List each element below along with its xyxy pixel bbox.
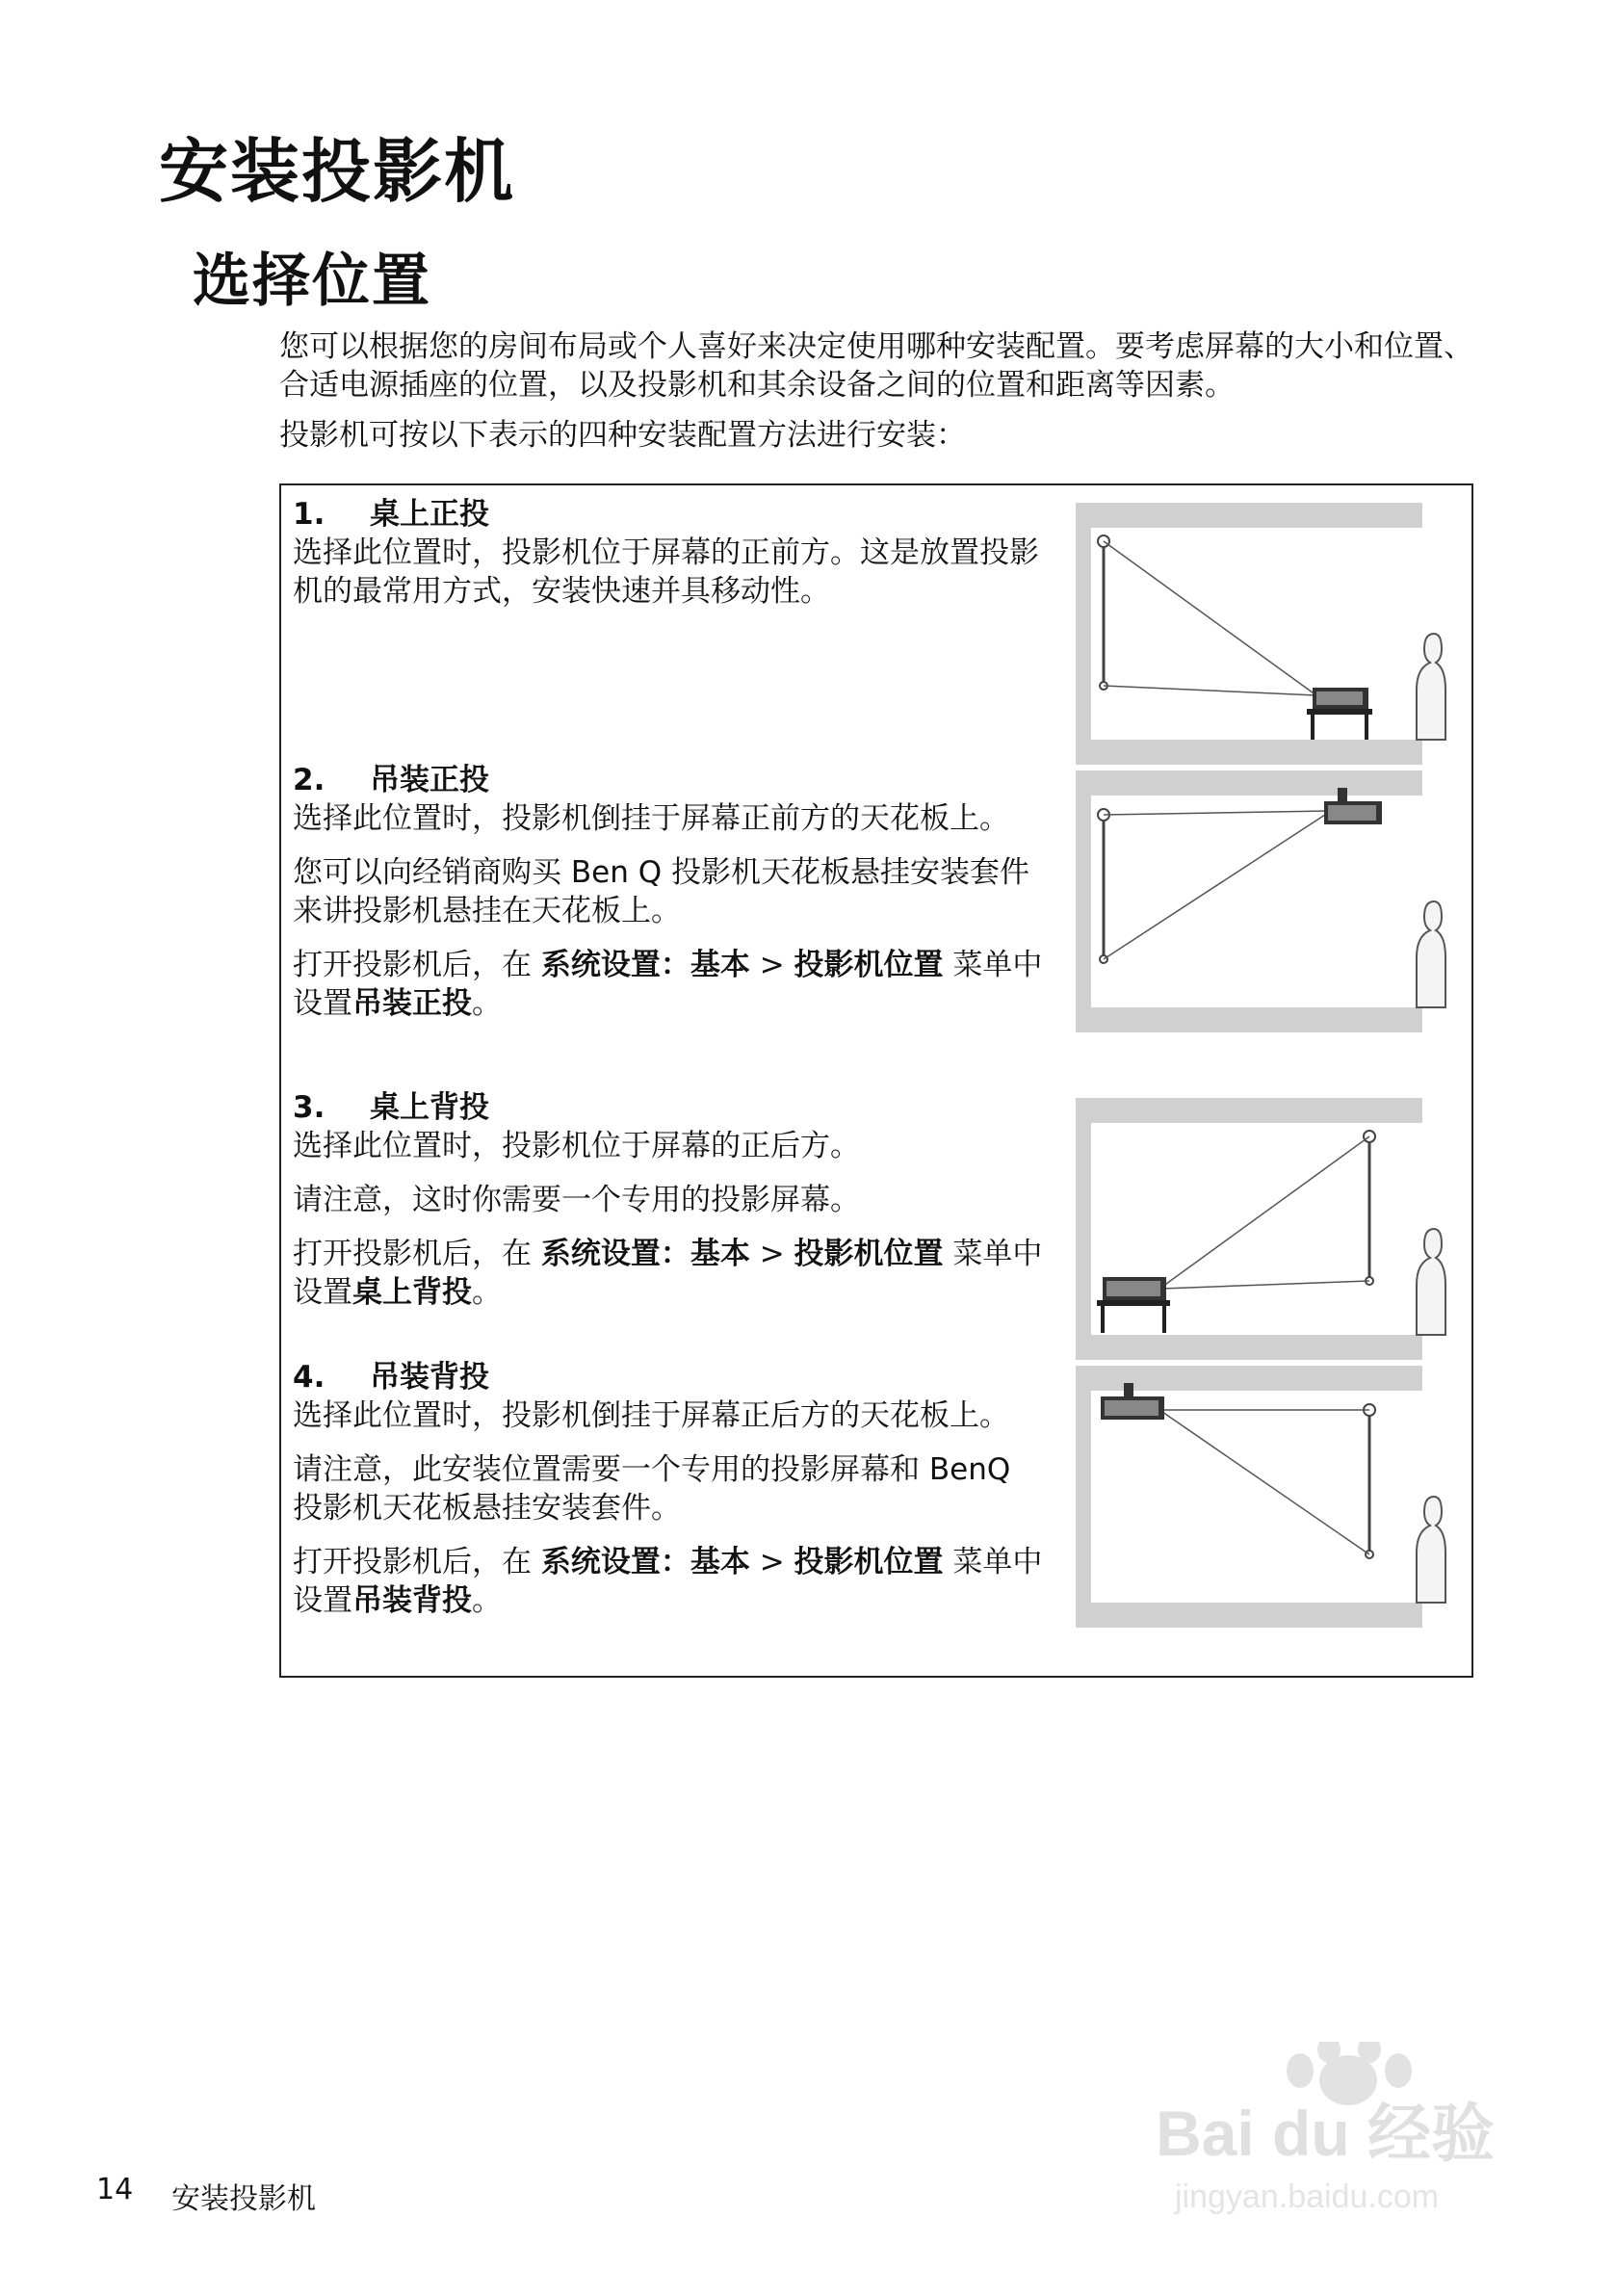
option-note: 请注意，这时你需要一个专用的投影屏幕。 [293,1183,860,1217]
rear-ceiling-diagram [1076,1366,1461,1628]
watermark-url: jingyan.baidu.com [1175,2179,1440,2215]
front-table-diagram [1076,503,1461,765]
option-note: 请注意，此安装位置需要一个专用的投影屏幕和 BenQ 投影机天花板悬挂安装套件。 [293,1452,1011,1526]
installation-options-box [279,483,1473,1678]
option-description: 选择此位置时，投影机位于屏幕的正后方。 [293,1129,860,1163]
footer-section-title: 安装投影机 [171,2182,316,2216]
option-menu-instruction: 打开投影机后，在 系统设置：基本 > 投影机位置 菜单中设置桌上背投。 [293,1237,1043,1310]
front-ceiling-diagram [1076,770,1461,1032]
option-front-table [293,495,1044,626]
baidu-watermark [1146,2042,1531,2234]
option-title: 3. 桌上背投 [293,1090,489,1125]
option-description: 选择此位置时，投影机位于屏幕的正前方。这是放置投影机的最常用方式，安装快速并具移动性。 [293,535,1039,609]
option-title: 2. 吊装正投 [293,763,489,797]
option-description: 选择此位置时，投影机倒挂于屏幕正后方的天花板上。 [293,1398,1009,1433]
page-number: 14 [96,2173,134,2206]
intro-paragraph: 您可以根据您的房间布局或个人喜好来决定使用哪种安装配置。要考虑屏幕的大小和位置、合适电源插座的位置，以及投影机和其余设备之间的位置和距离等因素。 [279,329,1473,403]
option-rear-table [293,1088,1044,1327]
option-menu-instruction: 打开投影机后，在 系统设置：基本 > 投影机位置 菜单中设置吊装背投。 [293,1545,1043,1618]
option-menu-instruction: 打开投影机后，在 系统设置：基本 > 投影机位置 菜单中设置吊装正投。 [293,948,1043,1021]
option-front-ceiling [293,761,1044,1038]
watermark-brand: Bai du 经验 [1156,2098,1496,2169]
paw-icon [1287,2042,1412,2105]
option-rear-ceiling [293,1358,1044,1635]
option-title: 1. 桌上正投 [293,497,489,532]
section-heading: 选择位置 [193,248,431,315]
option-title: 4. 吊装背投 [293,1360,489,1395]
rear-table-diagram [1076,1098,1461,1360]
intro-lead: 投影机可按以下表示的四种安装配置方法进行安装： [279,418,966,453]
option-note: 您可以向经销商购买 Ben Q 投影机天花板悬挂安装套件来讲投影机悬挂在天花板上。 [293,855,1029,928]
page-title: 安装投影机 [159,131,516,212]
option-description: 选择此位置时，投影机倒挂于屏幕正前方的天花板上。 [293,801,1009,836]
